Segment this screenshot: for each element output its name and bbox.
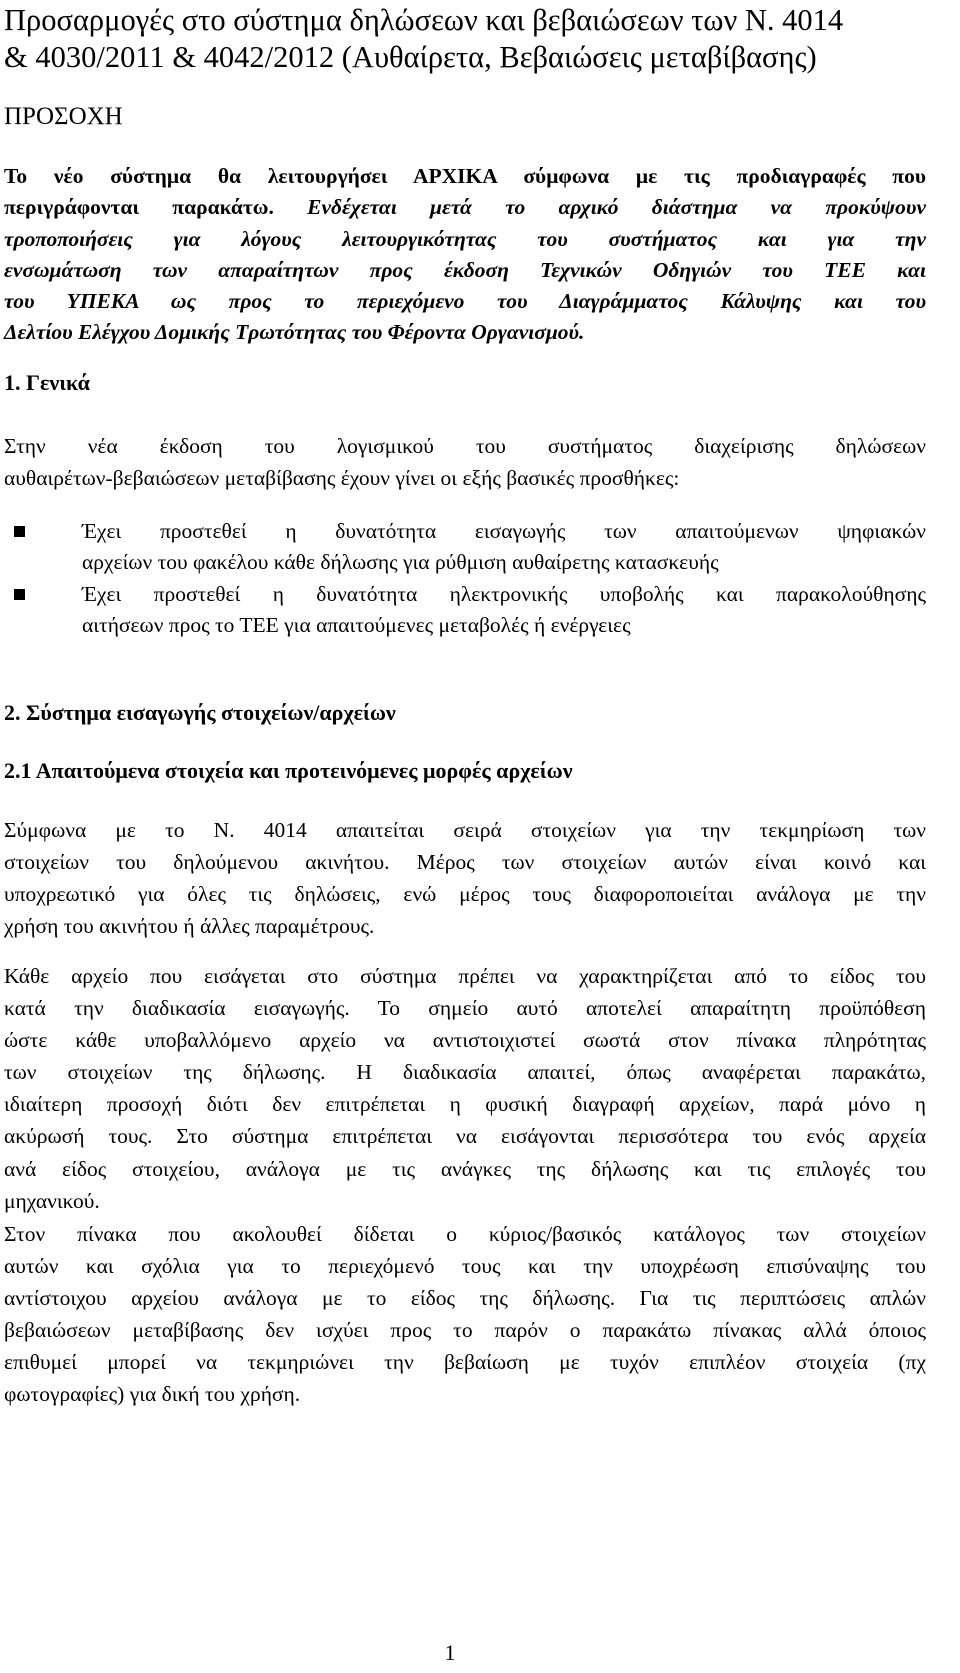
paragraph-line: αυτών και σχόλια για το περιεχόμενό τους και την υποχρέωση επισύναψης του <box>4 1254 926 1279</box>
paragraph-line: ιδιαίτερη προσοχή διότι δεν επιτρέπεται η φυσική διαγραφή αρχείων, παρά μόνο η <box>4 1092 926 1117</box>
warning-line-1: Το νέο σύστημα θα λειτουργήσει ΑΡΧΙΚΑ σύμφωνα με τις προδιαγραφές που <box>4 164 926 188</box>
paragraph-line: υποχρεωτικό για όλες τις δηλώσεις, ενώ μέρος τους διαφοροποιείται ανάλογα με την <box>4 882 926 907</box>
section-2-1-paragraph-3 <box>4 1218 926 1411</box>
section-1-intro <box>4 430 926 494</box>
warning-notice <box>4 161 926 349</box>
square-bullet-icon <box>14 589 25 600</box>
section-2-heading: 2. Σύστημα εισαγωγής στοιχείων/αρχείων <box>4 700 396 725</box>
page-number: 1 <box>444 1640 456 1665</box>
paragraph-line: μηχανικού. <box>4 1188 100 1213</box>
list-item-line: Έχει προστεθεί η δυνατότητα ηλεκτρονικής υποβολής και παρακολούθησης <box>82 581 926 606</box>
warning-line-5: του ΥΠΕΚΑ ως προς το περιεχόμενο του Διαγράμματος Κάλυψης και του <box>4 289 926 314</box>
title-line-1: Προσαρμογές στο σύστημα δηλώσεων και βεβαιώσεων των Ν. 4014 <box>4 3 844 37</box>
warning-line-4: ενσωμάτωση των απαραίτητων προς έκδοση Τεχνικών Οδηγιών του ΤΕΕ και <box>4 257 926 282</box>
list-item <box>4 516 926 579</box>
warning-line-2 <box>4 192 926 223</box>
paragraph-line: βεβαιώσεων μεταβίβασης δεν ισχύει προς το παρόν ο παρακάτω πίνακας αλλά όποιος <box>4 1318 926 1343</box>
paragraph-line: στοιχείων του δηλούμενου ακινήτου. Μέρος των στοιχείων αυτών είναι κοινό και <box>4 850 926 875</box>
paragraph-line: ακύρωσή τους. Στο σύστημα επιτρέπεται να εισάγονται περισσότερα του ενός αρχεία <box>4 1124 926 1149</box>
section-2-1-heading: 2.1 Απαιτούμενα στοιχεία και προτεινόμενες μορφές αρχείων <box>4 758 573 783</box>
section-1-intro-line: Στην νέα έκδοση του λογισμικού του συστήματος διαχείρισης δηλώσεων <box>4 434 926 458</box>
paragraph-line: Σύμφωνα με το Ν. 4014 απαιτείται σειρά στοιχείων για την τεκμηρίωση των <box>4 818 926 842</box>
list-item-line: Έχει προστεθεί η δυνατότητα εισαγωγής των απαιτούμενων ψηφιακών <box>82 519 926 543</box>
paragraph-line: επιθυμεί μπορεί να τεκμηριώνει την βεβαίωση με τυχόν επιπλέον στοιχεία (πχ <box>4 1350 926 1375</box>
paragraph-line: χρήση του ακινήτου ή άλλες παραμέτρους. <box>4 914 375 939</box>
document-title <box>4 2 924 76</box>
list-item <box>4 579 926 642</box>
section-2-1-paragraph-2 <box>4 960 926 1217</box>
warning-line-2-start: περιγράφονται παρακάτω. <box>4 195 274 220</box>
paragraph-line: ανά είδος στοιχείου, ανάλογα με τις ανάγκες της δήλωσης και τις επιλογές του <box>4 1156 926 1181</box>
paragraph-line: Στον πίνακα που ακολουθεί δίδεται ο κύριος/βασικός κατάλογος των στοιχείων <box>4 1222 926 1246</box>
section-2-1-paragraph-1 <box>4 814 926 942</box>
attention-label: ΠΡΟΣΟΧΗ <box>4 103 123 130</box>
section-1-heading: 1. Γενικά <box>4 370 90 395</box>
paragraph-line: ώστε κάθε υποβαλλόμενο αρχείο να αντιστοιχιστεί σωστά στον πίνακα πληρότητας <box>4 1028 926 1053</box>
warning-line-3: τροποποιήσεις για λόγους λειτουργικότητας του συστήματος και για την <box>4 226 926 251</box>
square-bullet-icon <box>14 526 25 537</box>
section-1-intro-line: αυθαιρέτων-βεβαιώσεων μεταβίβασης έχουν γίνει οι εξής βασικές προσθήκες: <box>4 466 680 491</box>
paragraph-line: κατά την διαδικασία εισαγωγής. Το σημείο αυτό αποτελεί απαραίτητη προϋπόθεση <box>4 996 926 1021</box>
paragraph-line: φωτογραφίες) για δική του χρήση. <box>4 1382 301 1407</box>
paragraph-line: Κάθε αρχείο που εισάγεται στο σύστημα πρέπει να χαρακτηρίζεται από το είδος του <box>4 964 926 988</box>
title-line-2: & 4030/2011 & 4042/2012 (Αυθαίρετα, Βεβαιώσεις μεταβίβασης) <box>4 40 817 74</box>
list-item-line: αρχείων του φακέλου κάθε δήλωσης για ρύθμιση αυθαίρετης κατασκευής <box>82 550 719 575</box>
list-item-line: αιτήσεων προς το ΤΕΕ για απαιτούμενες μεταβολές ή ενέργειες <box>82 612 631 637</box>
warning-line-6: Δελτίου Ελέγχου Δομικής Τρωτότητας του Φέροντα Οργανισμού. <box>4 320 585 345</box>
paragraph-line: αντίστοιχου αρχείου ανάλογα με το είδος της δήλωσης. Για τις περιπτώσεις απλών <box>4 1286 926 1311</box>
features-list <box>4 516 926 641</box>
paragraph-line: των στοιχείων της δήλωσης. Η διαδικασία απαιτεί, όπως αναφέρεται παρακάτω, <box>4 1060 926 1085</box>
warning-line-2-end: Ενδέχεται μετά το αρχικό διάστημα να προκύψουν <box>273 195 926 220</box>
